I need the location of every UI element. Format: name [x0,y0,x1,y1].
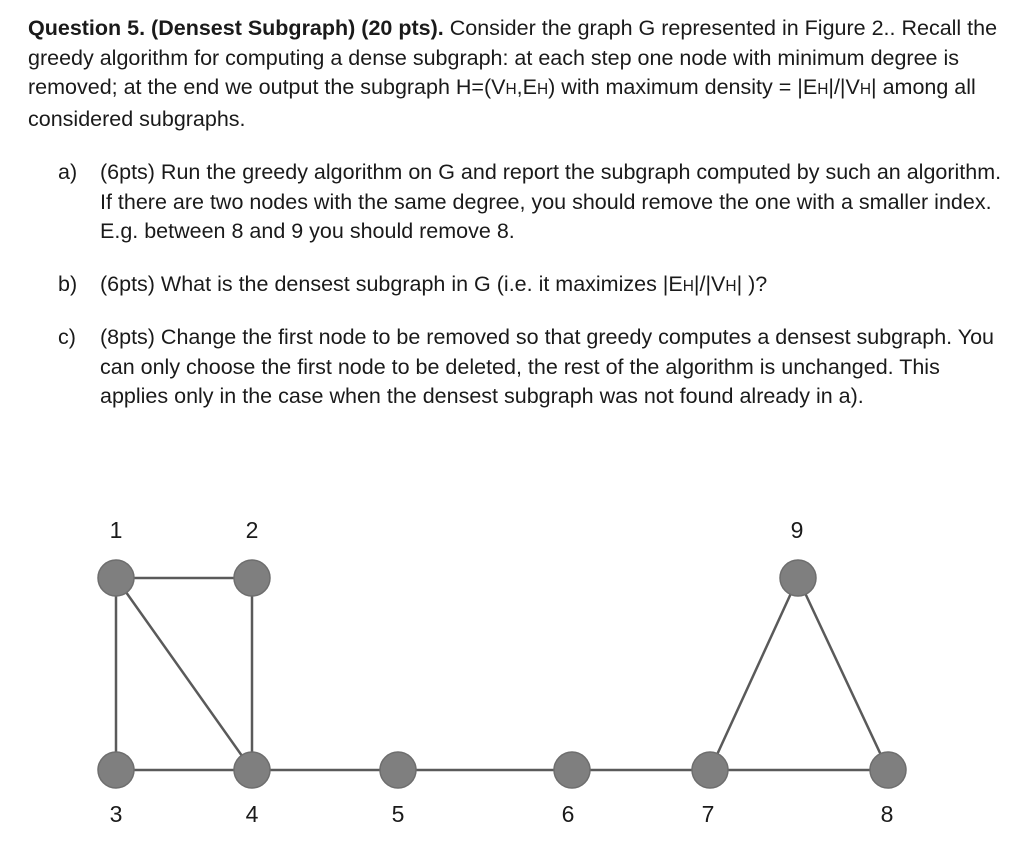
graph-node-label-6: 6 [561,801,575,827]
subscript-h: H [725,278,737,295]
graph-node-2 [234,560,270,596]
graph-edge-1-4 [116,578,252,770]
subscript-h: H [682,278,694,295]
question-text-3: ) with maximum density = |E [548,75,818,99]
graph-node-1 [98,560,134,596]
subquestion-text-1: (6pts) What is the densest subgraph in G (i.e. it maximizes |E [100,272,683,296]
graph-node-label-2: 2 [245,517,259,543]
graph-node-9 [780,560,816,596]
graph-node-5 [380,752,416,788]
subquestion-label: a) [58,160,78,184]
graph-node-6 [554,752,590,788]
graph-edge-8-9 [798,578,888,770]
question-text-2: ,E [516,75,537,99]
subquestion-text: (6pts) Run the greedy algorithm on G and report the subgraph computed by such an algorithm. If there are two nodes with the same degree, you should remove the one with a smaller index. E.g. between 8 and 9 you should remove 8. [100,160,1002,243]
graph-node-3 [98,752,134,788]
graph-node-label-7: 7 [701,801,715,827]
subscript-h: H [859,81,872,98]
graph-node-label-3: 3 [109,801,123,827]
subquestion-label: c) [58,325,76,349]
graph-node-4 [234,752,270,788]
subscript-h: H [505,81,517,98]
subquestion-text-3: | )? [736,272,768,296]
graph-edge-7-9 [710,578,798,770]
graph-node-8 [870,752,906,788]
subscript-h: H [817,81,829,98]
question-text-4: |/|V [828,75,860,99]
graph-node-7 [692,752,728,788]
graph-node-label-1: 1 [109,517,123,543]
question-title: Question 5. (Densest Subgraph) (20 pts). [28,16,444,40]
subquestion-label: b) [58,272,78,296]
graph-node-label-8: 8 [880,801,894,827]
question-text-5: | among all considered subgraphs. [28,75,976,131]
question-text-1: Consider the graph G represented in Figure 2.. Recall the greedy algorithm for computing a dense subgraph: at each step one node with minimum degree is removed; at the end we output the subgraph H=(V [28,16,998,99]
subquestion-text-2: |/|V [693,272,726,296]
graph-node-label-4: 4 [245,801,259,827]
subquestion-text: (8pts) Change the first node to be removed so that greedy computes a densest subgraph. You can only choose the first node to be deleted, the rest of the algorithm is unchanged. This applies only in the case when the densest subgraph was not found already in a). [100,325,995,408]
subscript-h: H [536,81,549,98]
graph-node-label-9: 9 [790,517,804,543]
graph-node-label-5: 5 [391,801,405,827]
